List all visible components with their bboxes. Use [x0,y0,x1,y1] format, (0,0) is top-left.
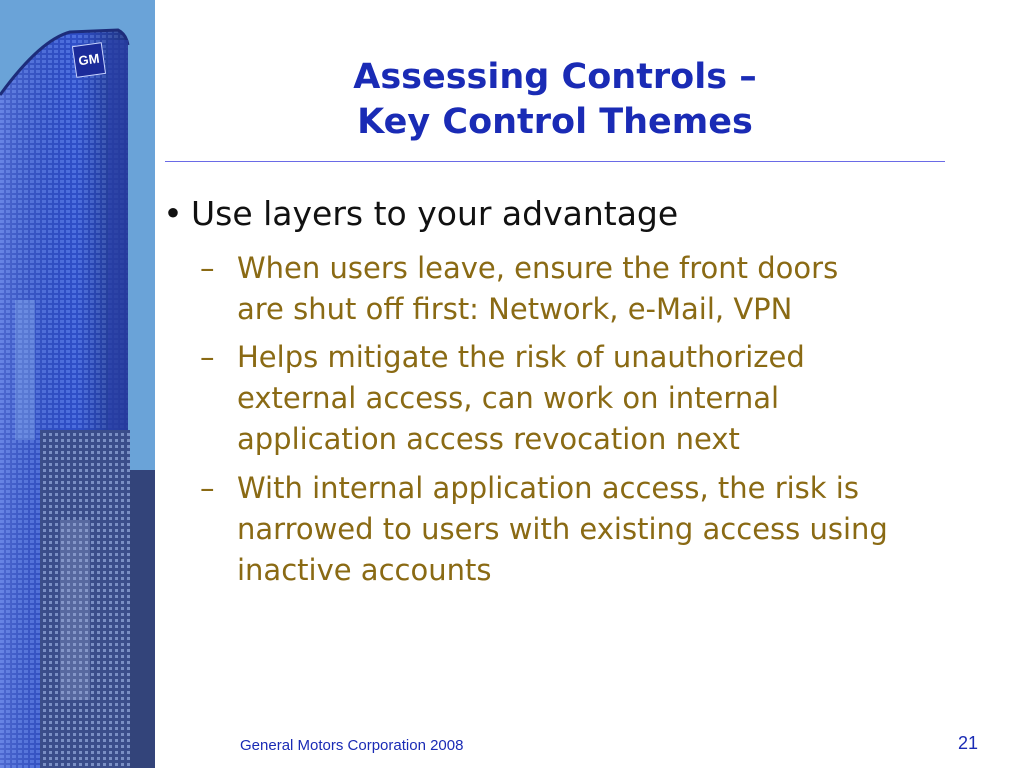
bullet-dot-icon: • [163,194,183,233]
sub-point-2-line-1: Helps mitigate the risk of unauthorized [237,340,805,374]
sub-point-1 [200,248,1015,330]
footer-text: General Motors Corporation 2008 [240,737,464,754]
page-number: 21 [958,733,979,753]
gm-logo: GM [72,42,106,78]
sub-point-2-line-3: application access revocation next [237,422,740,456]
dash-icon: – [200,340,215,374]
dash-icon: – [200,471,215,505]
sub-point-1-line-2: are shut off first: Network, e-Mail, VPN [237,292,793,326]
sub-point-2 [200,337,1015,460]
dash-icon: – [200,251,215,285]
building-photo [0,0,155,768]
main-bullet [155,192,1015,236]
sub-point-3-line-2: narrowed to users with existing access using [237,512,888,546]
sub-point-3-line-3: inactive accounts [237,553,492,587]
main-bullet-text: Use layers to your advantage [191,194,679,233]
slide-title [165,55,945,145]
sub-point-3-line-1: With internal application access, the risk is [237,471,859,505]
title-line-1: Assessing Controls – [353,57,757,97]
title-line-2: Key Control Themes [357,102,753,142]
sub-point-2-line-2: external access, can work on internal [237,381,780,415]
title-divider [165,161,945,162]
sub-point-1-line-1: When users leave, ensure the front doors [237,251,839,285]
sub-point-3 [200,468,1015,591]
